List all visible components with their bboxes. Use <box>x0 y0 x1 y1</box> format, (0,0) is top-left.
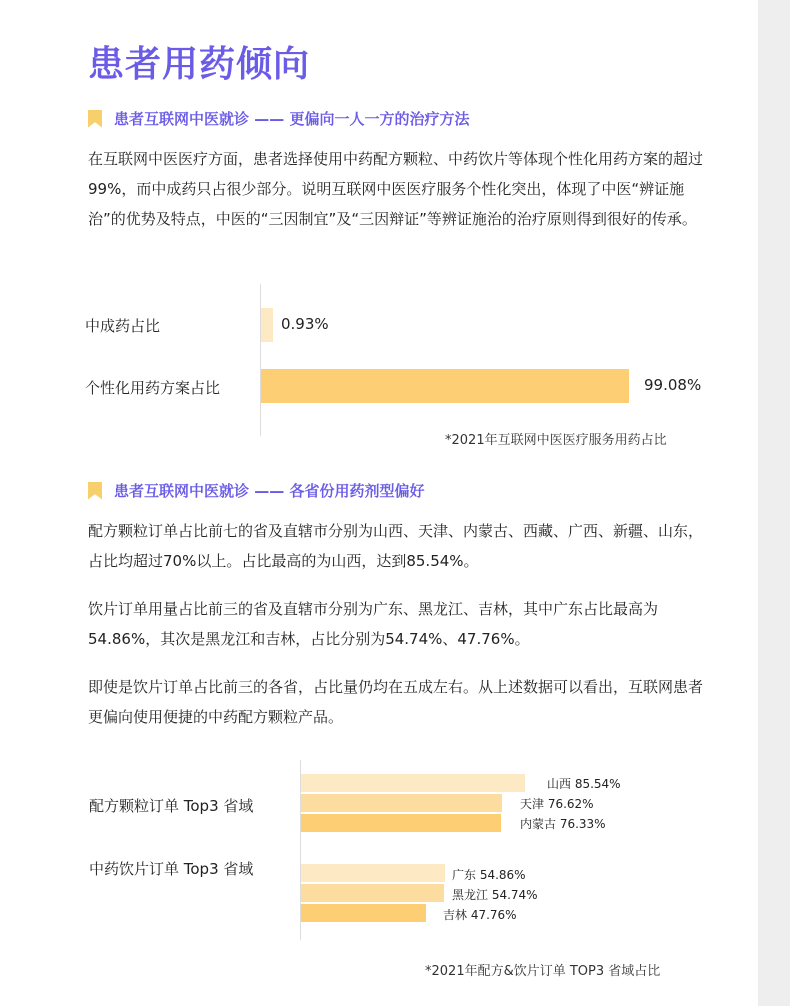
chart2-bar-label: 山西 85.54% <box>547 777 621 791</box>
chart1-bar-tcm <box>261 308 273 342</box>
chart2-group2-label: 中药饮片订单 Top3 省域 <box>89 860 254 878</box>
chart1-note: *2021年互联网中医医疗服务用药占比 <box>445 433 667 448</box>
chart1-bar-personalized <box>261 369 629 403</box>
chart2-bar-label: 广东 54.86% <box>452 868 526 882</box>
chart1-value-personalized: 99.08% <box>644 376 702 394</box>
chart2-bar-label: 吉林 47.76% <box>443 908 517 922</box>
section2-heading <box>88 480 424 501</box>
chart2-bar <box>301 904 426 922</box>
section2-heading-text: 患者互联网中医就诊 —— 各省份用药剂型偏好 <box>114 482 425 500</box>
chart2-bar <box>301 794 502 812</box>
chart2-bar <box>301 814 501 832</box>
chart2-bar-label: 黑龙江 54.74% <box>452 888 538 902</box>
chart2-bar-label: 内蒙古 76.33% <box>520 817 606 831</box>
bookmark-icon <box>88 110 102 128</box>
chart2-bar <box>301 774 525 792</box>
chart1-value-tcm: 0.93% <box>281 315 329 333</box>
chart2-bar-label: 天津 76.62% <box>520 797 594 811</box>
chart2-note: *2021年配方&饮片订单 TOP3 省域占比 <box>425 964 661 979</box>
page-edge <box>758 0 790 1006</box>
chart2-group1-label: 配方颗粒订单 Top3 省域 <box>89 797 254 815</box>
page-title: 患者用药倾向 <box>88 44 311 85</box>
section1-paragraph: 在互联网中医医疗方面，患者选择使用中药配方颗粒、中药饮片等体现个性化用药方案的超过99%，而中成药只占很少部分。说明互联网中医医疗服务个性化突出，体现了中医“辨证施治”的优势及特点，中医的“三因制宜”及“三因辩证”等辨证施治的治疗原则得到很好的传承。 <box>88 150 704 228</box>
bookmark-icon <box>88 482 102 500</box>
chart2-bar <box>301 864 445 882</box>
chart2-bar <box>301 884 444 902</box>
chart1-axis <box>260 284 261 436</box>
section2-paragraph-2: 饮片订单用量占比前三的省及直辖市分别为广东、黑龙江、吉林，其中广东占比最高为54.86%，其次是黑龙江和吉林，占比分别为54.74%、47.76%。 <box>88 600 659 648</box>
section2-paragraph-1: 配方颗粒订单占比前七的省及直辖市分别为山西、天津、内蒙古、西藏、广西、新疆、山东，占比均超过70%以上。占比最高的为山西，达到85.54%。 <box>88 522 704 570</box>
chart1-label-tcm: 中成药占比 <box>85 317 161 335</box>
section2-paragraph-3: 即使是饮片订单占比前三的各省，占比量仍均在五成左右。从上述数据可以看出，互联网患者更偏向使用便捷的中药配方颗粒产品。 <box>88 678 704 726</box>
section1-heading-text: 患者互联网中医就诊 —— 更偏向一人一方的治疗方法 <box>114 110 470 128</box>
chart1-label-personalized: 个性化用药方案占比 <box>85 379 221 397</box>
section1-heading <box>88 108 469 129</box>
